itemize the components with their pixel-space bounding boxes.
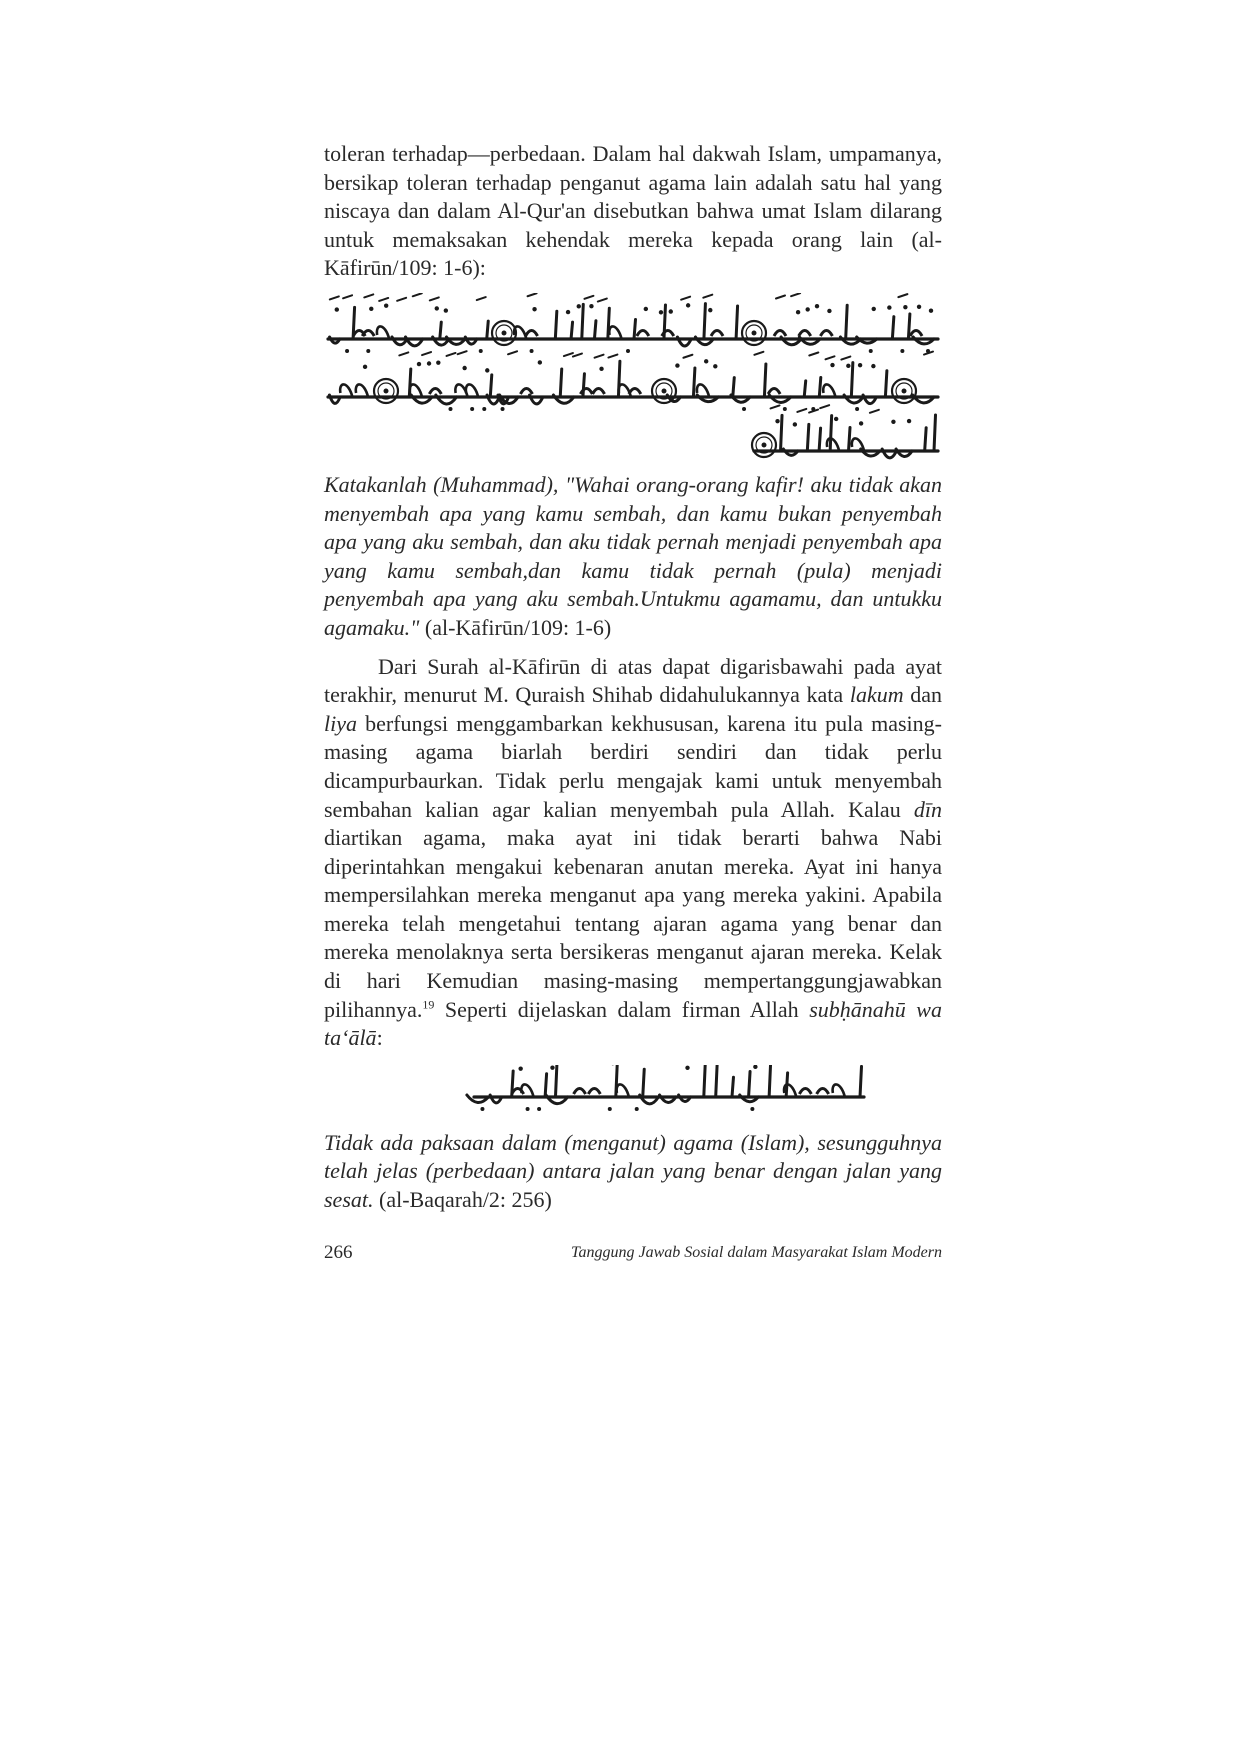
translation-baqarah-ref: (al-Baqarah/2: 256) [373,1187,552,1213]
paragraph-1: toleran terhadap—perbedaan. Dalam hal dakwah Islam, umpamanya, bersikap toleran terhadap penganut agama lain adalah satu hal yang niscaya dan dalam Al-Qur'an disebutkan bahwa umat Islam dilarang untuk memaksakan kehendak mereka kepada orang lain (al-Kāfirūn/109: 1-6): [324,141,942,281]
translation-baqarah [324,1129,942,1215]
translation-kafirun-ref: (al-Kāfirūn/109: 1-6) [419,614,612,640]
page-number: 266 [324,1242,353,1263]
arabic-calligraphy-baqarah-image [324,1065,942,1123]
arabic-verse-baqarah [324,1065,942,1123]
p2-part-6: : [376,1025,383,1051]
p2-part-5: Seperti dijelaskan dalam firman Allah [434,996,810,1022]
term-din: dīn [913,796,942,822]
footnote-marker: 19 [422,997,435,1012]
translation-baqarah-text: Tidak ada paksaan dalam (menganut) agama (Islam), sesungguhnya telah jelas (perbedaan) antara jalan yang benar dengan jalan yang sesat. [324,1129,942,1213]
paragraph-2 [324,653,942,1053]
running-title: Tanggung Jawab Sosial dalam Masyarakat Islam Modern [571,1244,942,1261]
translation-kafirun-text: Katakanlah (Muhammad), "Wahai orang-orang kafir! aku tidak akan menyembah apa yang kamu sembah, dan kamu bukan penyembah apa yang aku sembah, dan aku tidak pernah menjadi penyembah apa yang kamu sembah,dan kamu tidak pernah (pula) menjadi penyembah apa yang aku sembah.Untukmu agamamu, dan untukku agamaku." [324,471,942,640]
term-liya: liya [324,710,357,736]
p2-part-4: diartikan agama, maka ayat ini tidak berarti bahwa Nabi diperintahkan mengakui kebenaran anutan mereka. Ayat ini hanya mempersilahkan mereka menganut apa yang mereka yakini. Apabila mereka telah mengetahui tentang ajaran agama yang benar dan mereka menolaknya serta bersikeras menganut ajaran mereka. Kelak di hari Kemudian masing-masing mempertanggungjawabkan pilihannya. [324,825,942,1022]
page-footer [324,1242,942,1272]
p2-part-3: berfungsi menggambarkan kekhususan, karena itu pula masing-masing agama biarlah berdiri sendiri dan tidak perlu dicampurbaurkan. Tidak perlu mengajak kami untuk menyembah sembahan kalian agar kalian menyembah pula Allah. Kalau [324,710,942,822]
page-body [324,140,942,1215]
p2-part-1: Dari Surah al-Kāfirūn di atas dapat digarisbawahi pada ayat terakhir, menurut M. Quraish Shihab didahulukannya kata [324,653,942,708]
term-subhanahu: subḥānahū wa ta‘ālā [324,996,942,1051]
p2-part-2: dan [903,682,943,708]
arabic-verse-kafirun [324,293,942,463]
translation-kafirun [324,471,942,643]
term-lakum: lakum [849,682,904,708]
arabic-calligraphy-kafirun-image [324,293,942,463]
